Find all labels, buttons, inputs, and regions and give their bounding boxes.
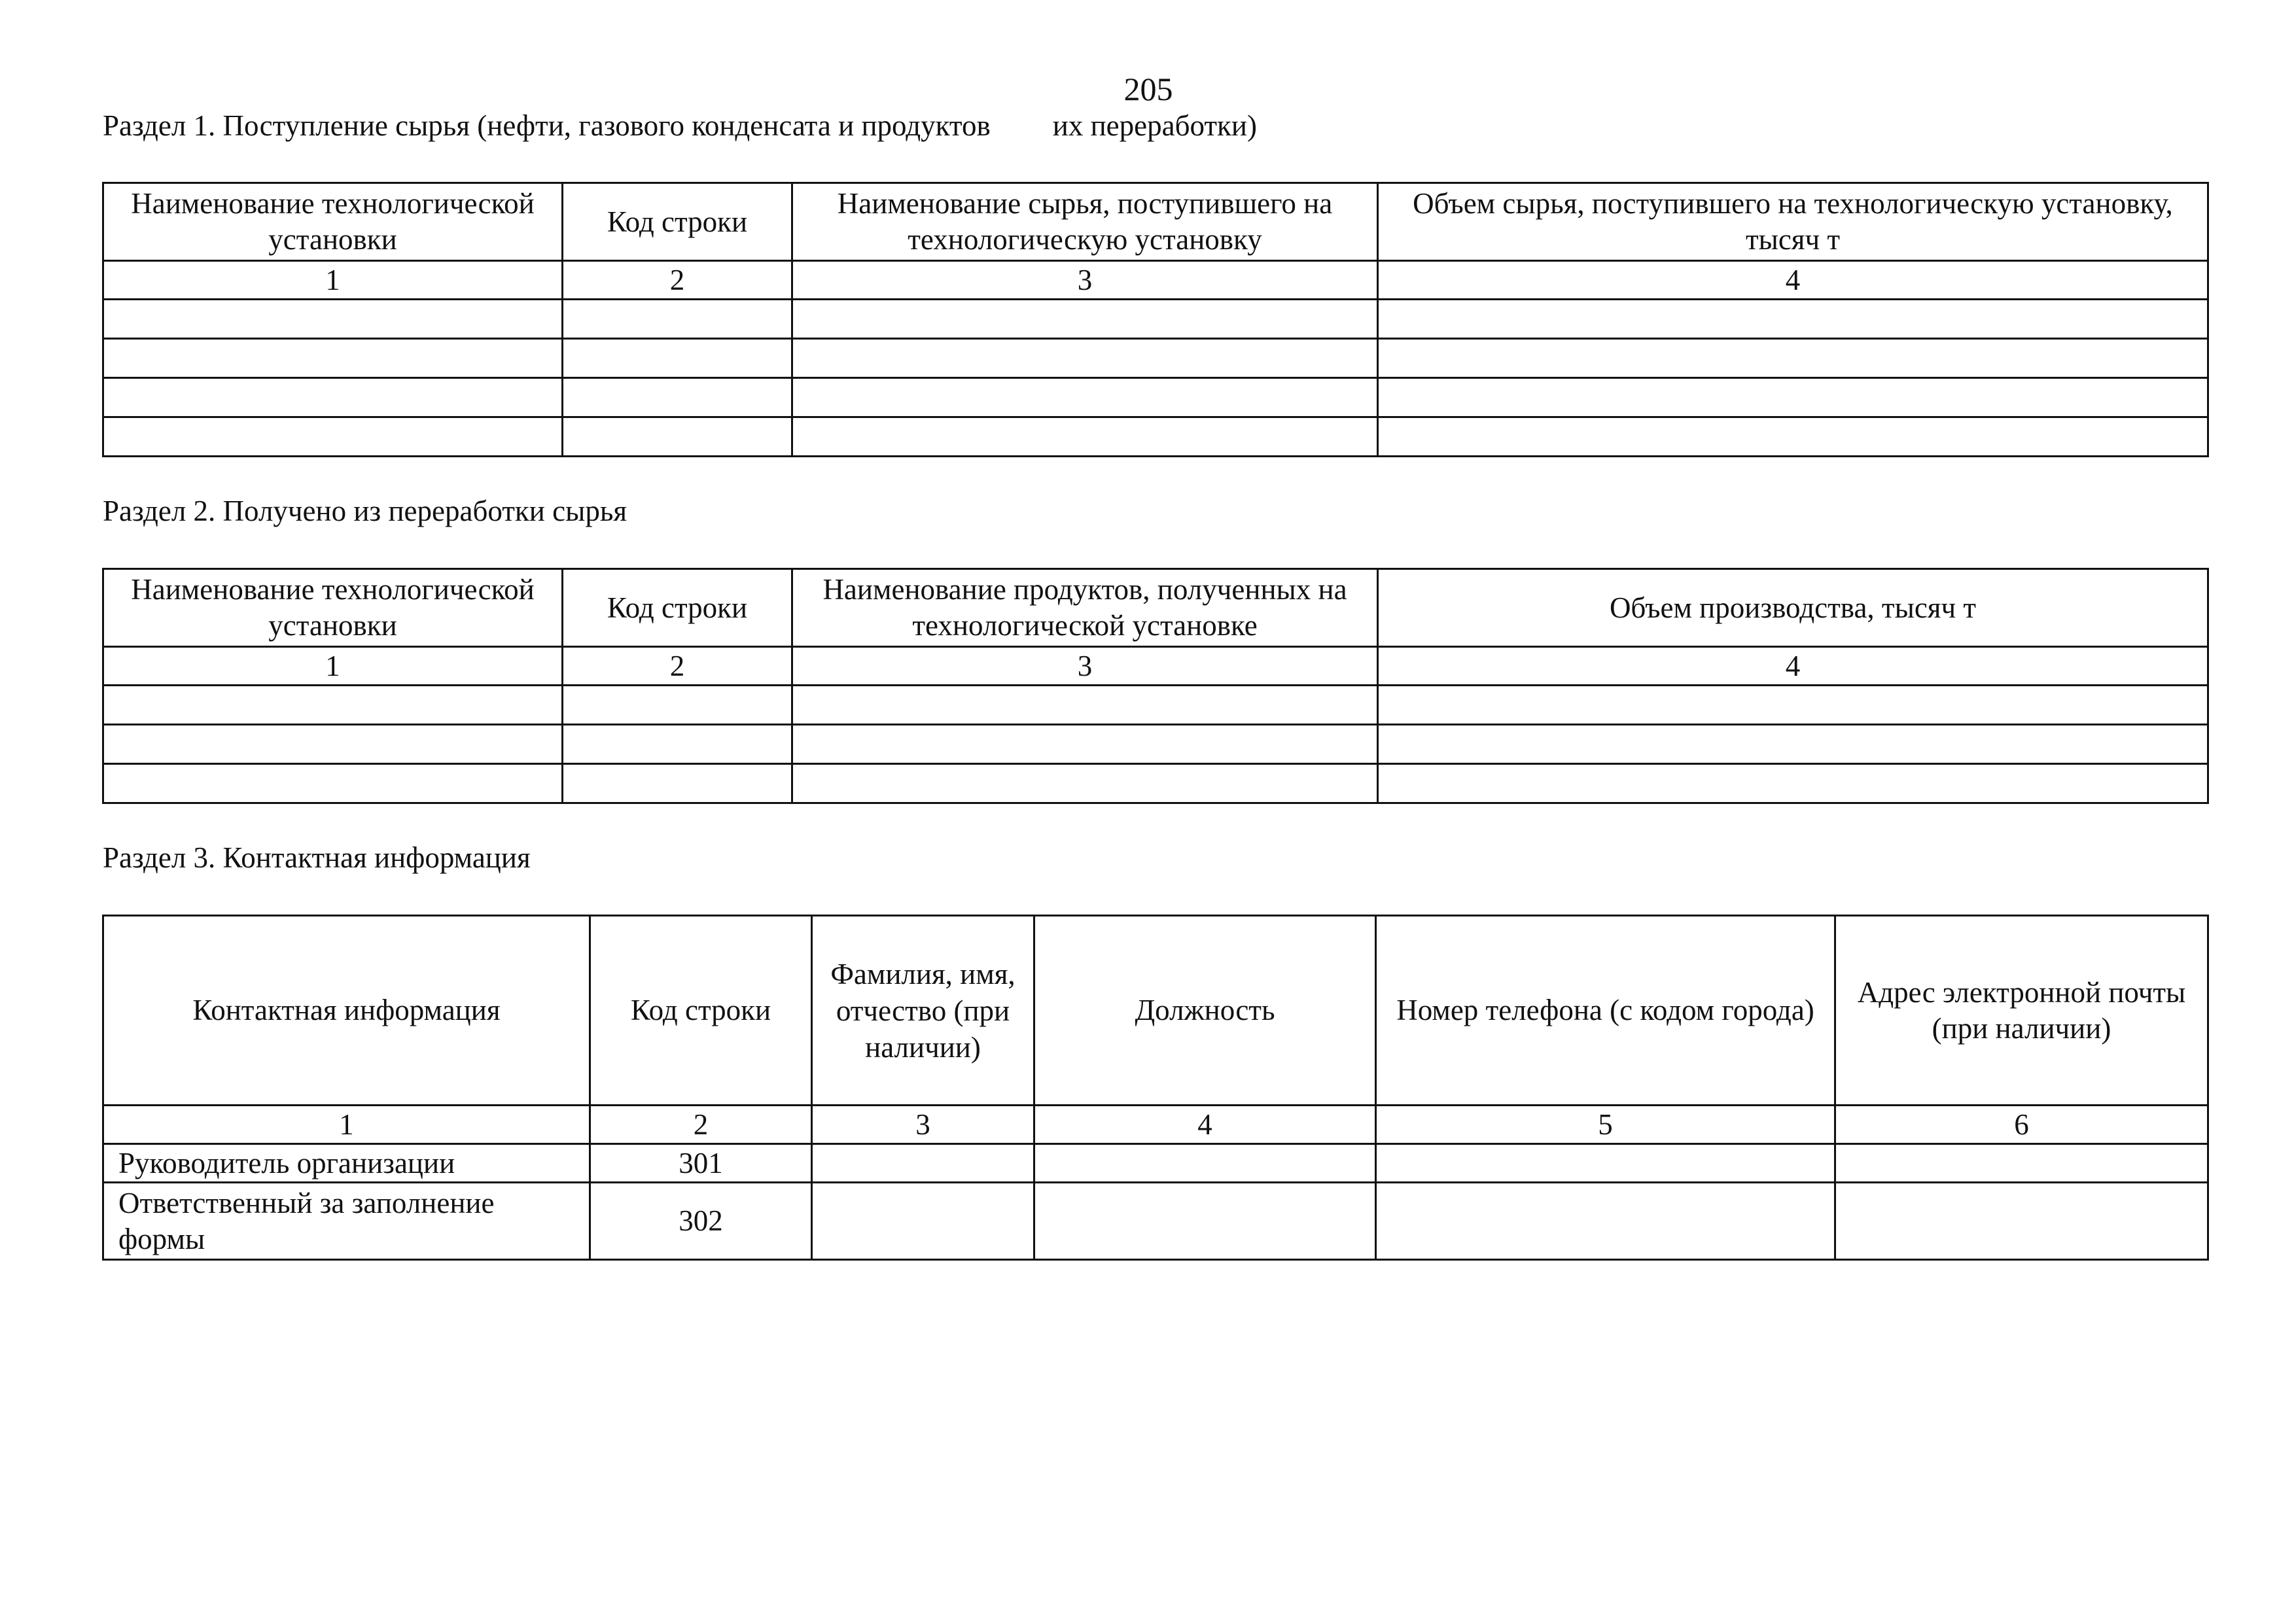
section1-title-part2: их переработки) — [1052, 109, 1257, 142]
empty-cell[interactable] — [1378, 417, 2208, 457]
column-number: 3 — [812, 1106, 1034, 1144]
section3-header-position: Должность — [1034, 916, 1376, 1106]
empty-cell[interactable] — [1376, 1183, 1835, 1260]
section3-header-contact-info: Контактная информация — [103, 916, 590, 1106]
empty-cell[interactable] — [1835, 1144, 2208, 1183]
empty-cell[interactable] — [792, 764, 1378, 803]
section1-header-code: Код строки — [563, 183, 792, 261]
column-number: 1 — [103, 1106, 590, 1144]
section3-header-row — [103, 916, 2208, 1106]
section2-header-product-name: Наименование продуктов, полученных на технологической установке — [792, 569, 1378, 647]
empty-cell[interactable] — [103, 339, 563, 378]
table-row — [103, 764, 2208, 803]
table-row — [103, 1144, 2208, 1183]
section1-header-row — [103, 183, 2208, 261]
section3-title: Раздел 3. Контактная информация — [103, 841, 531, 874]
section3-table — [102, 915, 2209, 1261]
empty-cell[interactable] — [103, 300, 563, 339]
empty-cell[interactable] — [1378, 378, 2208, 417]
section1-header-raw-name: Наименование сырья, поступившего на технологическую установку — [792, 183, 1378, 261]
section2-header-code: Код строки — [563, 569, 792, 647]
table-row — [103, 339, 2208, 378]
empty-cell[interactable] — [1376, 1144, 1835, 1183]
empty-cell[interactable] — [792, 300, 1378, 339]
empty-cell[interactable] — [103, 764, 563, 803]
section2-column-numbers-row — [103, 647, 2208, 686]
empty-cell[interactable] — [1378, 300, 2208, 339]
empty-cell[interactable] — [103, 378, 563, 417]
empty-cell[interactable] — [1378, 339, 2208, 378]
section2-header-production-volume: Объем производства, тысяч т — [1378, 569, 2208, 647]
section3-header-code: Код строки — [590, 916, 812, 1106]
empty-cell[interactable] — [563, 725, 792, 764]
empty-cell[interactable] — [563, 686, 792, 725]
section1-title-part1: Раздел 1. Поступление сырья (нефти, газового конденсата и продуктов — [103, 109, 991, 142]
column-number: 5 — [1376, 1106, 1835, 1144]
empty-cell[interactable] — [563, 764, 792, 803]
empty-cell[interactable] — [103, 417, 563, 457]
section3-header-phone: Номер телефона (с кодом города) — [1376, 916, 1835, 1106]
empty-cell[interactable] — [792, 378, 1378, 417]
empty-cell[interactable] — [1034, 1144, 1376, 1183]
section3-header-full-name: Фамилия, имя, отчество (при наличии) — [812, 916, 1034, 1106]
column-number: 3 — [792, 647, 1378, 686]
empty-cell[interactable] — [563, 378, 792, 417]
table-row — [103, 686, 2208, 725]
section2-header-row — [103, 569, 2208, 647]
empty-cell[interactable] — [1034, 1183, 1376, 1260]
column-number: 2 — [590, 1106, 812, 1144]
column-number: 4 — [1378, 647, 2208, 686]
column-number: 4 — [1034, 1106, 1376, 1144]
section2-table — [102, 568, 2209, 804]
section1-table — [102, 182, 2209, 457]
row-code: 302 — [590, 1183, 812, 1260]
column-number: 2 — [563, 647, 792, 686]
empty-cell[interactable] — [792, 417, 1378, 457]
section2-title: Раздел 2. Получено из переработки сырья — [103, 495, 627, 527]
page-number: 205 — [1123, 71, 1173, 107]
column-number: 4 — [1378, 261, 2208, 300]
table-row — [103, 300, 2208, 339]
row-label-head-of-organization: Руководитель организации — [103, 1144, 590, 1183]
empty-cell[interactable] — [792, 339, 1378, 378]
section1-column-numbers-row — [103, 261, 2208, 300]
empty-cell[interactable] — [563, 339, 792, 378]
section2-header-installation: Наименование технологической установки — [103, 569, 563, 647]
section1-title — [103, 107, 1257, 144]
empty-cell[interactable] — [792, 725, 1378, 764]
empty-cell[interactable] — [812, 1144, 1034, 1183]
empty-cell[interactable] — [103, 686, 563, 725]
column-number: 6 — [1835, 1106, 2208, 1144]
empty-cell[interactable] — [792, 686, 1378, 725]
empty-cell[interactable] — [103, 725, 563, 764]
table-row — [103, 378, 2208, 417]
empty-cell[interactable] — [812, 1183, 1034, 1260]
column-number: 3 — [792, 261, 1378, 300]
empty-cell[interactable] — [1835, 1183, 2208, 1260]
column-number: 1 — [103, 261, 563, 300]
section1-header-installation: Наименование технологической установки — [103, 183, 563, 261]
empty-cell[interactable] — [563, 300, 792, 339]
column-number: 1 — [103, 647, 563, 686]
section3-column-numbers-row — [103, 1106, 2208, 1144]
empty-cell[interactable] — [563, 417, 792, 457]
column-number: 2 — [563, 261, 792, 300]
table-row — [103, 725, 2208, 764]
empty-cell[interactable] — [1378, 725, 2208, 764]
section1-header-raw-volume: Объем сырья, поступившего на технологическую установку, тысяч т — [1378, 183, 2208, 261]
section3-header-email: Адрес электронной почты (при наличии) — [1835, 916, 2208, 1106]
row-label-responsible-person: Ответственный за заполнение формы — [103, 1183, 590, 1260]
table-row — [103, 417, 2208, 457]
empty-cell[interactable] — [1378, 764, 2208, 803]
row-code: 301 — [590, 1144, 812, 1183]
empty-cell[interactable] — [1378, 686, 2208, 725]
table-row — [103, 1183, 2208, 1260]
